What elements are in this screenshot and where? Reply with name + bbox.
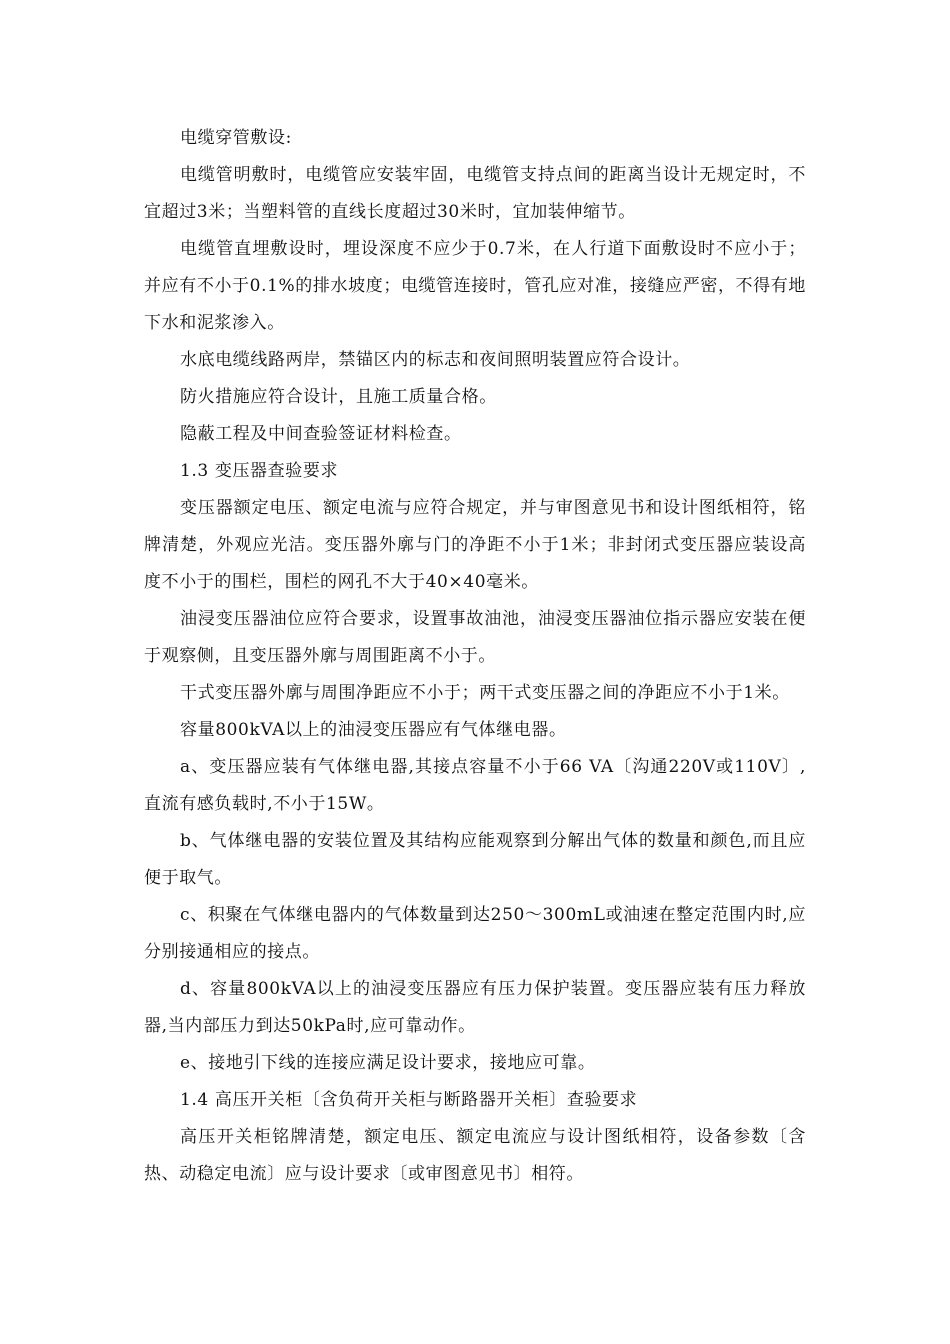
paragraph-gas-relay-requirement: 容量800kVA以上的油浸变压器应有气体继电器。: [180, 720, 567, 740]
paragraph-transformer-rating: 变压器额定电压、额定电流与应符合规定，并与审图意见书和设计图纸相符，铭牌清楚，外观应光洁。变压器外廓与门的净距不小于1米；非封闭式变压器应装设高度不小于的围栏，围栏的网孔不大于40×40毫米。: [144, 498, 806, 592]
document-body: [144, 120, 806, 1193]
list-item-e: e、接地引下线的连接应满足设计要求，接地应可靠。: [180, 1053, 596, 1073]
list-item-c: c、积聚在气体继电器内的气体数量到达250～300mL或油速在整定范围内时,应分别接通相应的接点。: [144, 905, 806, 962]
list-item-a: a、变压器应装有气体继电器,其接点容量不小于66 VA〔沟通220V或110V〕,直流有感负载时,不小于15W。: [144, 757, 806, 814]
paragraph-dry-transformer: 干式变压器外廓与周围净距应不小于；两干式变压器之间的净距应不小于1米。: [180, 683, 790, 703]
section-heading-1-4: 1.4 高压开关柜〔含负荷开关柜与断路器开关柜〕查验要求: [180, 1090, 638, 1110]
paragraph-oil-level: 油浸变压器油位应符合要求，设置事故油池，油浸变压器油位指示器应安装在便于观察侧，且变压器外廓与周围距离不小于。: [144, 609, 806, 666]
section-heading-1-3: 1.3 变压器查验要求: [180, 461, 339, 481]
paragraph-concealed-work: 隐蔽工程及中间查验签证材料检查。: [180, 424, 462, 444]
list-item-d: d、容量800kVA以上的油浸变压器应有压力保护装置。变压器应装有压力释放器,当内部压力到达50kPa时,应可靠动作。: [144, 979, 806, 1036]
paragraph-underwater-cable: 水底电缆线路两岸，禁锚区内的标志和夜间照明装置应符合设计。: [180, 350, 691, 370]
paragraph-cable-conduit-title: 电缆穿管敷设:: [180, 128, 292, 148]
paragraph-buried-conduit: 电缆管直埋敷设时，埋设深度不应少于0.7米，在人行道下面敷设时不应小于；并应有不小于0.1%的排水坡度；电缆管连接时，管孔应对准，接缝应严密，不得有地下水和泥浆渗入。: [144, 239, 806, 333]
list-item-b: b、气体继电器的安装位置及其结构应能观察到分解出气体的数量和颜色,而且应便于取气。: [144, 831, 806, 888]
paragraph-exposed-conduit: 电缆管明敷时，电缆管应安装牢固，电缆管支持点间的距离当设计无规定时，不宜超过3米；当塑料管的直线长度超过30米时，宜加装伸缩节。: [144, 165, 806, 222]
paragraph-switchgear-nameplate: 高压开关柜铭牌清楚，额定电压、额定电流应与设计图纸相符，设备参数〔含热、动稳定电流〕应与设计要求〔或审图意见书〕相符。: [144, 1127, 806, 1184]
paragraph-fire-protection: 防火措施应符合设计，且施工质量合格。: [180, 387, 497, 407]
